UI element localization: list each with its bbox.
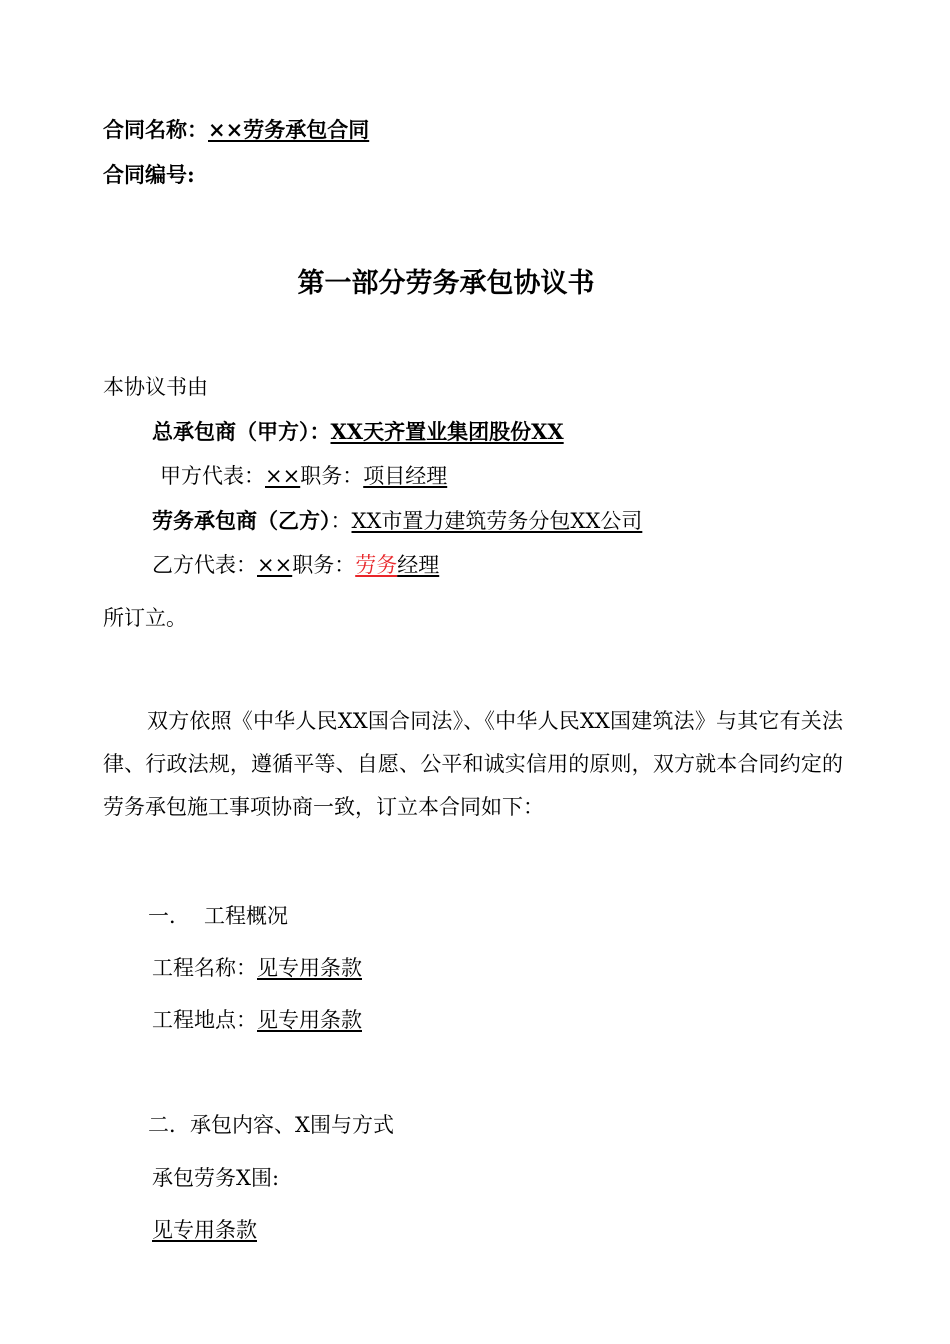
contract-name-label: 合同名称： xyxy=(103,117,208,142)
party-a-position-value: 项目经理 xyxy=(363,464,448,488)
party-a-label: 总承包商（甲方）： xyxy=(152,419,331,444)
contract-name-row xyxy=(103,116,369,144)
party-a-rep-label: 甲方代表： xyxy=(160,464,265,488)
contract-name-value: ××劳务承包合同 xyxy=(208,117,370,142)
scope-label: 承包劳务X围: xyxy=(152,1166,280,1190)
party-b-colon: ： xyxy=(330,509,352,533)
scope-value: 见专用条款 xyxy=(152,1218,257,1242)
party-b-position-rest: 经理 xyxy=(397,553,440,577)
project-location-label: 工程地点： xyxy=(152,1008,257,1032)
section-1-title: 工程概况 xyxy=(204,904,288,928)
party-a-row xyxy=(152,418,564,446)
contract-number-label: 合同编号: xyxy=(103,162,195,187)
scope-row xyxy=(152,1216,257,1244)
intro-text: 本协议书由 xyxy=(103,375,208,399)
party-a-rep-value: ×× xyxy=(265,464,301,488)
project-location-value: 见专用条款 xyxy=(257,1008,362,1032)
party-a-position-label: 职务： xyxy=(300,464,364,488)
project-location-row xyxy=(152,1006,362,1034)
party-b-value: XX市置力建筑劳务分包XX公司 xyxy=(351,509,643,533)
project-name-value: 见专用条款 xyxy=(257,956,362,980)
project-name-label: 工程名称： xyxy=(152,956,257,980)
project-name-row xyxy=(152,954,362,982)
party-b-rep-row xyxy=(152,551,439,579)
signed-text: 所订立。 xyxy=(103,606,187,630)
section-1-heading xyxy=(148,902,288,930)
party-b-position-highlight: 劳务 xyxy=(355,553,398,577)
section-1-number: 一． xyxy=(148,904,190,928)
party-a-rep-row xyxy=(160,462,447,490)
document-title: 第一部分劳务承包协议书 xyxy=(297,268,595,299)
party-b-position-label: 职务： xyxy=(292,553,356,577)
preamble-paragraph: 双方依照《中华人民XX国合同法》、《中华人民XX国建筑法》与其它有关法律、行政法规，遵循平等、自愿、公平和诚实信用的原则，双方就本合同约定的劳务承包施工事项协商一致，订立本合同如下： xyxy=(103,709,843,819)
section-2-heading: 二．承包内容、X围与方式 xyxy=(148,1113,394,1137)
party-b-row xyxy=(152,507,642,535)
party-b-label: 劳务承包商（乙方） xyxy=(152,508,331,533)
party-a-value: XX天齐置业集团股份XX xyxy=(330,419,564,444)
contract-number-row xyxy=(103,161,195,189)
party-b-rep-value: ×× xyxy=(257,553,293,577)
party-b-rep-label: 乙方代表： xyxy=(152,553,257,577)
